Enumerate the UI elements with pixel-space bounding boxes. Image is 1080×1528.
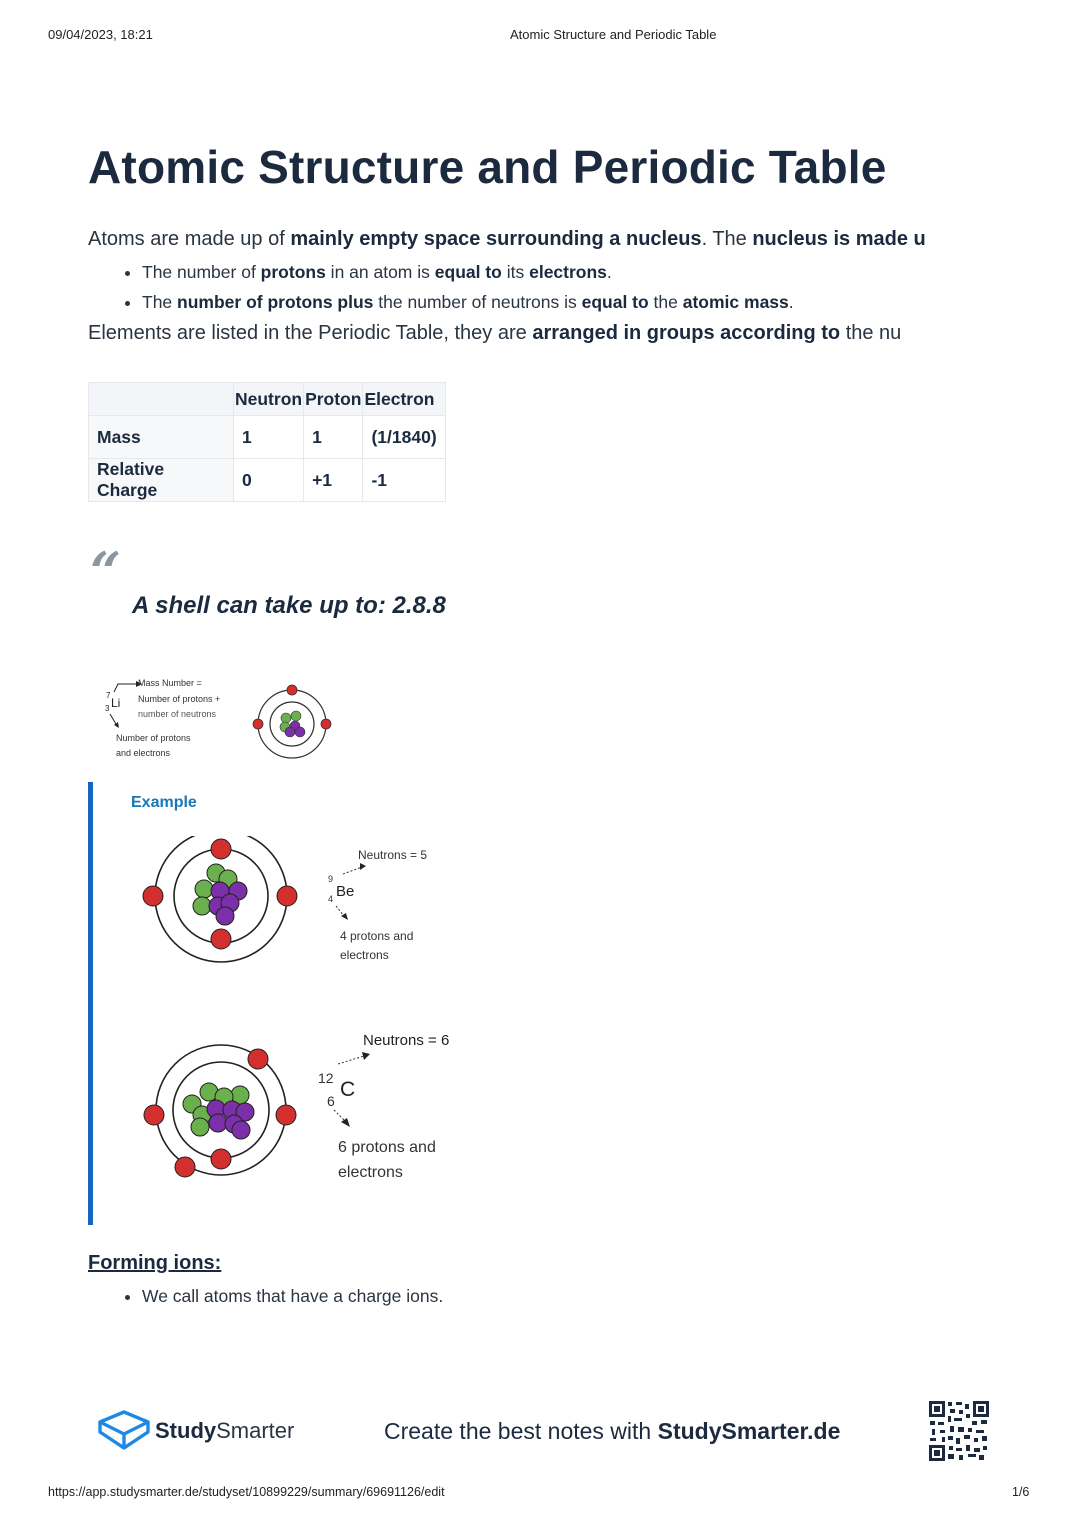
- bullet-text: .: [788, 292, 794, 312]
- c-protons-label-1: 6 protons and: [338, 1139, 436, 1156]
- table-header-cell: [89, 383, 234, 416]
- arrow-line: [338, 1056, 364, 1064]
- promo-link[interactable]: StudySmarter.de: [657, 1418, 841, 1444]
- bullet-text: its: [501, 262, 530, 282]
- blockquote-text: A shell can take up to: 2.8.8: [132, 592, 446, 619]
- li-mass-number: 7: [106, 691, 111, 700]
- arrow-line: [334, 1110, 345, 1121]
- electron: [253, 719, 263, 729]
- bullet-bold: equal to: [434, 262, 502, 282]
- label-mass-3: number of neutrons: [138, 709, 217, 719]
- neutron: [232, 1121, 250, 1139]
- label-protons-2: and electrons: [116, 748, 171, 758]
- forming-ions-list: [118, 1286, 443, 1307]
- bullet-text: in an atom is: [325, 262, 435, 282]
- electron: [211, 1149, 231, 1169]
- forming-ions-heading: Forming ions:: [88, 1252, 222, 1274]
- promo-text: Create the best notes with: [384, 1418, 658, 1444]
- brand-part-a: Study: [155, 1418, 217, 1443]
- be-symbol: Be: [336, 883, 355, 900]
- intro-bold-2: nucleus is made u: [752, 228, 926, 250]
- c-symbol: C: [340, 1078, 356, 1101]
- c-protons-label-2: electrons: [338, 1164, 403, 1181]
- lithium-atom-model: [253, 685, 331, 758]
- electron: [276, 1105, 296, 1125]
- be-atomic-number: 4: [328, 894, 334, 904]
- footer-page-number: 1/6: [1012, 1485, 1030, 1499]
- carbon-example-diagram: [138, 1026, 478, 1186]
- neutron: [209, 1114, 227, 1132]
- intro-paragraph: [88, 228, 994, 251]
- electron: [287, 685, 297, 695]
- be-protons-label-2: electrons: [340, 948, 389, 962]
- elements-paragraph: [88, 322, 994, 345]
- electron: [211, 839, 231, 859]
- arrow-line: [114, 684, 136, 692]
- bullet-text: the: [648, 292, 683, 312]
- example-label: Example: [131, 794, 197, 811]
- page-title: Atomic Structure and Periodic Table: [88, 141, 887, 193]
- c-neutrons-label: Neutrons = 6: [363, 1032, 450, 1049]
- print-datetime: 09/04/2023, 18:21: [48, 27, 153, 42]
- table-cell: (1/1840): [363, 416, 445, 459]
- table-cell: +1: [304, 459, 363, 502]
- intro-text-1: Atoms are made up of: [88, 228, 291, 250]
- neutron: [295, 727, 305, 737]
- li-symbol: Li: [111, 696, 121, 710]
- table-cell: Relative Charge: [89, 459, 234, 502]
- neutron: [216, 907, 234, 925]
- bullet-text: The number of: [142, 262, 261, 282]
- electron: [277, 886, 297, 906]
- proton: [281, 713, 291, 723]
- arrow-line: [343, 867, 362, 874]
- electron: [175, 1157, 195, 1177]
- bullet-text: the number of neutrons is: [373, 292, 582, 312]
- li-atomic-number: 3: [105, 704, 110, 713]
- bullet-bold: equal to: [581, 292, 649, 312]
- arrow-head-icon: [341, 913, 348, 920]
- electron: [143, 886, 163, 906]
- bullet-bold: protons: [260, 262, 326, 282]
- subatomic-particle-table: [88, 382, 446, 502]
- label-mass-1: Mass Number =: [138, 678, 202, 688]
- elements-bold: arranged in groups according to: [532, 322, 841, 344]
- table-row: [89, 459, 446, 502]
- table-cell: 1: [304, 416, 363, 459]
- arrow-head-icon: [360, 863, 366, 870]
- be-mass-number: 9: [328, 874, 334, 884]
- table-cell: -1: [363, 459, 445, 502]
- proton: [291, 711, 301, 721]
- qr-code-icon[interactable]: [928, 1400, 990, 1462]
- bullet-text: The: [142, 292, 178, 312]
- arrow-line: [336, 906, 344, 916]
- bullet-bold: electrons: [529, 262, 607, 282]
- intro-text-2: . The: [701, 228, 753, 250]
- atom-facts-list: [118, 262, 794, 322]
- c-atomic-number: 6: [327, 1093, 335, 1109]
- beryllium-example-diagram: [138, 836, 458, 976]
- footer-url: https://app.studysmarter.de/studyset/10899229/summary/69691126/edit: [48, 1485, 445, 1499]
- label-mass-2: Number of protons +: [138, 694, 221, 704]
- bullet-bold: number of protons plus: [177, 292, 374, 312]
- carbon-atom-model: [144, 1045, 296, 1177]
- example-callout-bar: [88, 782, 93, 1225]
- proton: [193, 897, 211, 915]
- electron: [248, 1049, 268, 1069]
- list-item: [142, 292, 794, 313]
- label-protons-1: Number of protons: [116, 733, 191, 743]
- arrow-head-icon: [362, 1052, 370, 1060]
- table-header-cell: Proton: [304, 383, 363, 416]
- bullet-text: .: [606, 262, 612, 282]
- list-item: • We call atoms that have a charge ions.: [142, 1286, 443, 1307]
- elements-text-1: Elements are listed in the Periodic Table, they are: [88, 322, 533, 344]
- beryllium-atom-model: [143, 836, 297, 962]
- proton: [195, 880, 213, 898]
- table-cell: Mass: [89, 416, 234, 459]
- studysmarter-brand[interactable]: [155, 1418, 294, 1444]
- table-header-cell: Neutron: [234, 383, 304, 416]
- table-header-cell: Electron: [363, 383, 445, 416]
- proton: [191, 1118, 209, 1136]
- logo-top-face: [100, 1412, 148, 1434]
- arrow-head-icon: [114, 722, 119, 728]
- quote-mark-icon: “: [90, 540, 122, 604]
- bullet-bold: atomic mass: [682, 292, 789, 312]
- elements-text-2: the nu: [840, 322, 902, 344]
- table-row: [89, 416, 446, 459]
- brand-part-b: Smarter: [216, 1418, 295, 1443]
- arrow-line: [110, 714, 116, 724]
- arrow-head-icon: [341, 1118, 350, 1127]
- neutron: [285, 727, 295, 737]
- c-mass-number: 12: [318, 1070, 334, 1086]
- print-doc-title: Atomic Structure and Periodic Table: [510, 27, 717, 42]
- electron: [321, 719, 331, 729]
- table-cell: 0: [234, 459, 304, 502]
- electron: [144, 1105, 164, 1125]
- lithium-notation-diagram: [100, 672, 340, 772]
- list-item: [142, 262, 794, 283]
- intro-bold-1: mainly empty space surrounding a nucleus: [290, 228, 702, 250]
- electron: [211, 929, 231, 949]
- promo-line: [384, 1418, 840, 1445]
- table-header-row: [89, 383, 446, 416]
- be-neutrons-label: Neutrons = 5: [358, 848, 428, 862]
- be-protons-label-1: 4 protons and: [340, 929, 414, 943]
- table-cell: 1: [234, 416, 304, 459]
- studysmarter-logo-icon[interactable]: [96, 1408, 156, 1452]
